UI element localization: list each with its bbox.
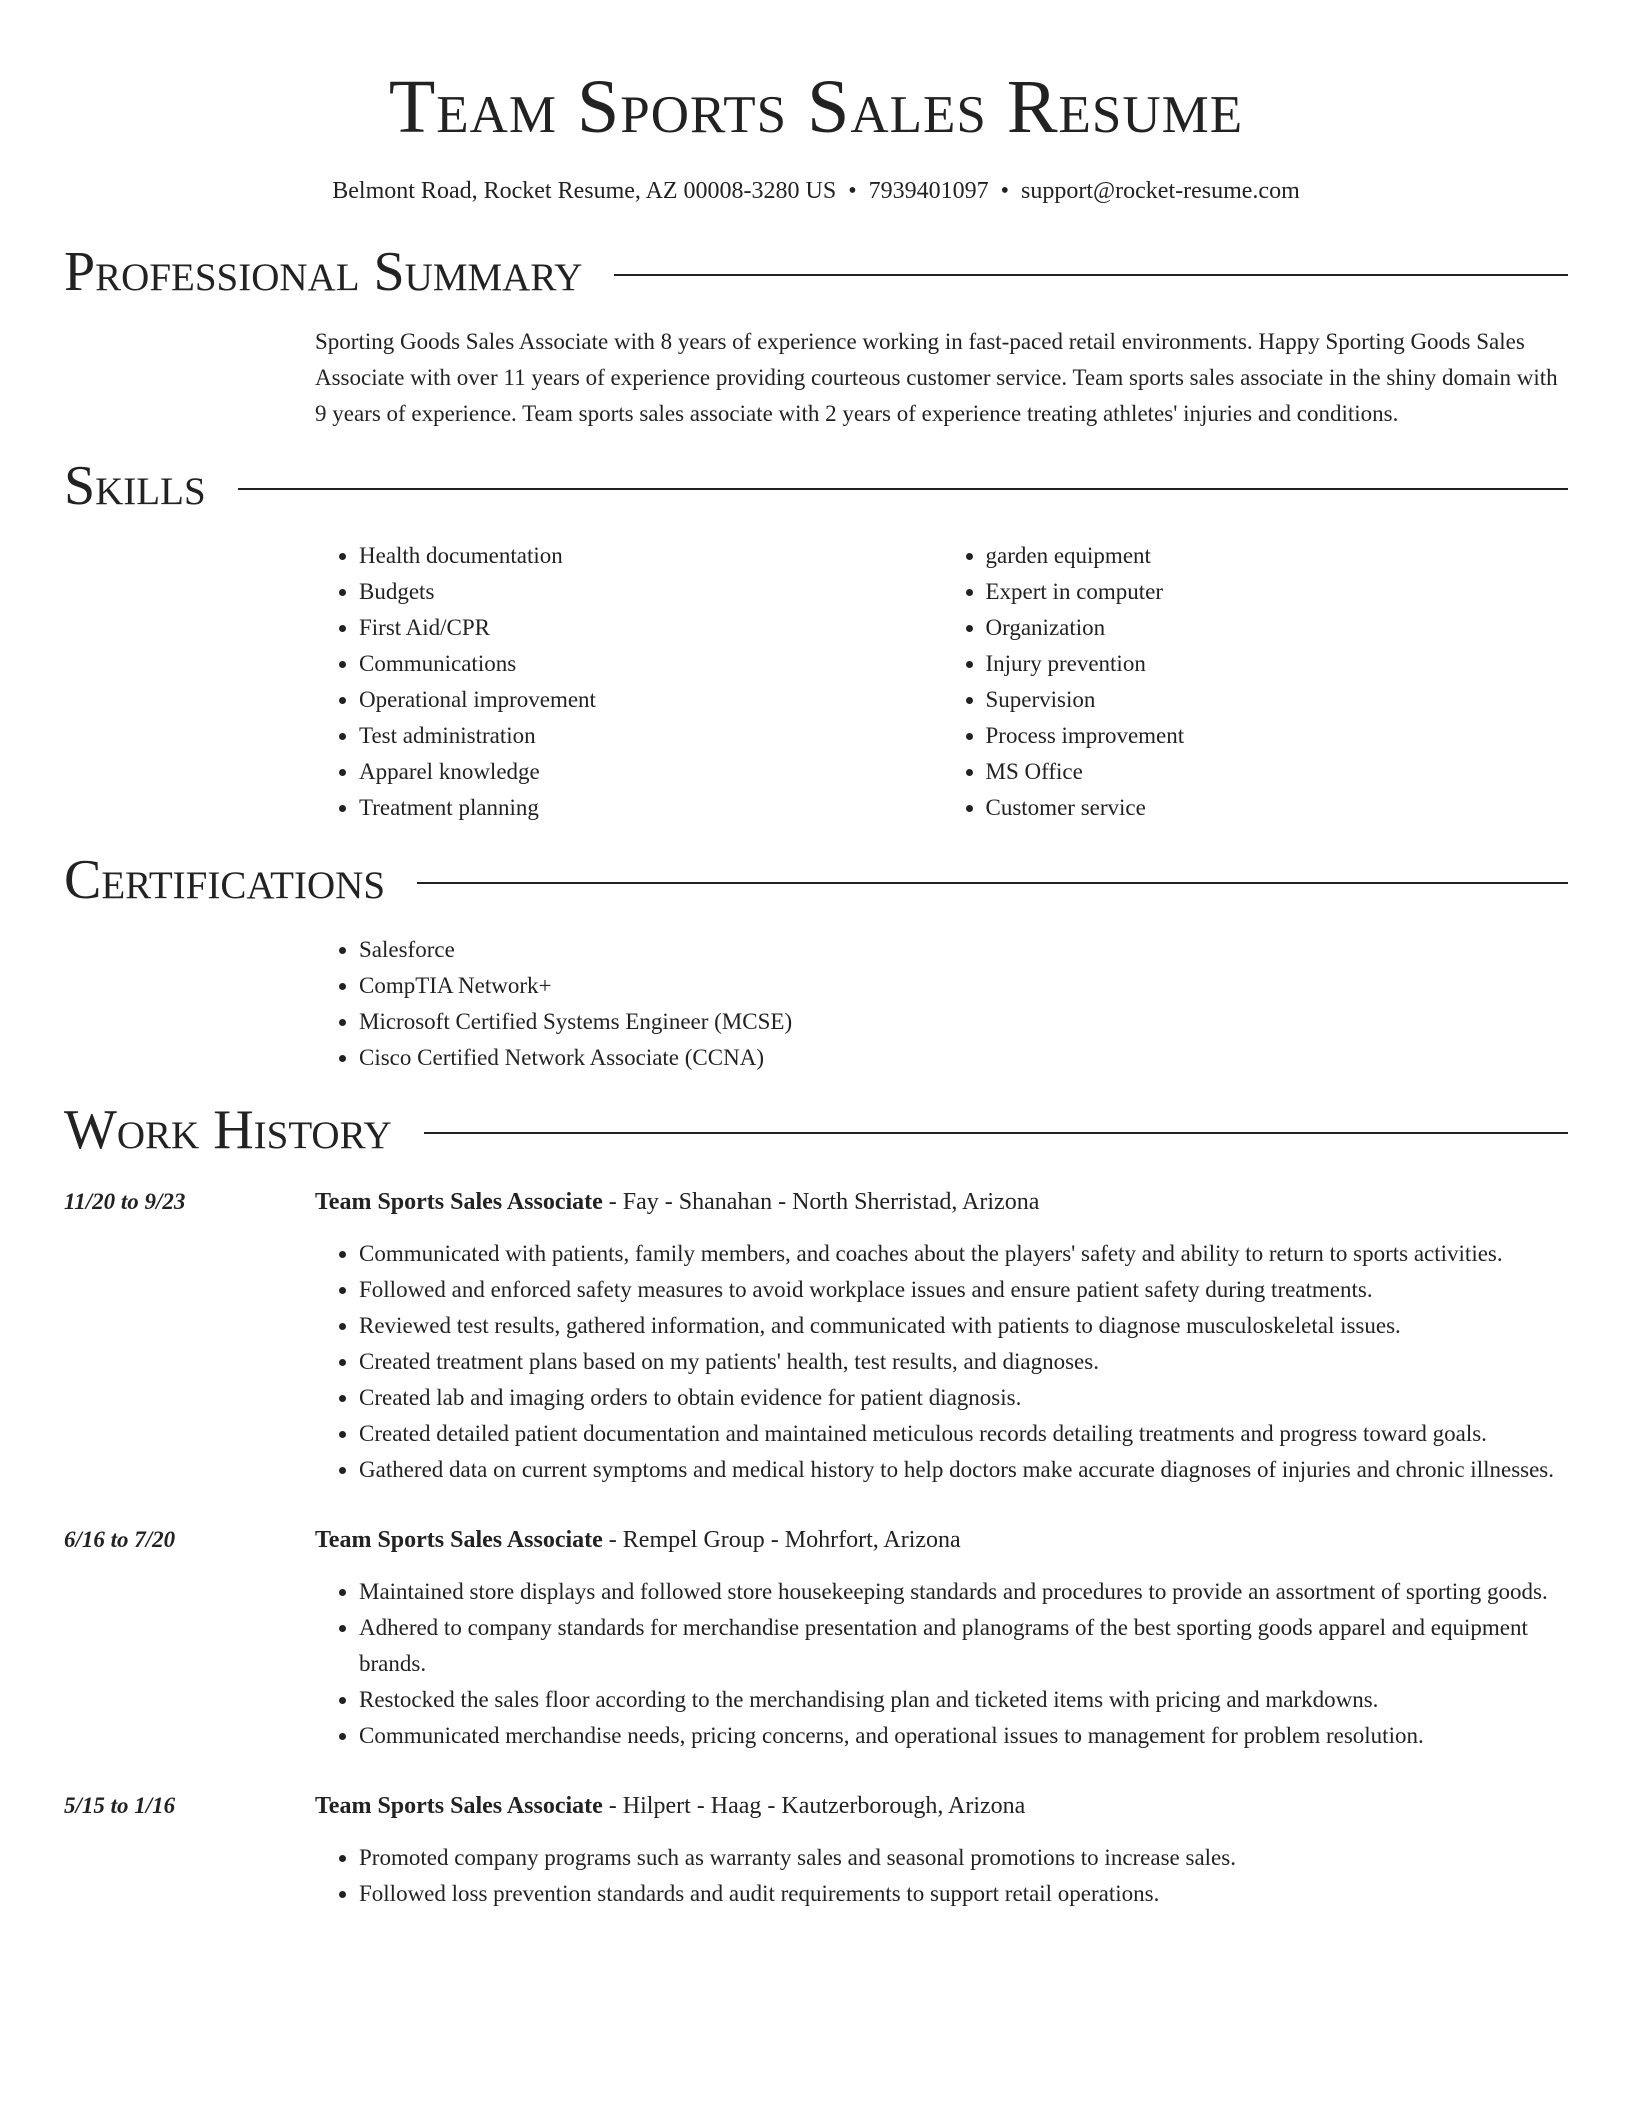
contact-line (64, 174, 1568, 208)
job-bullet: • Communicated with patients, family members, and coaches about the players' safety and ability to return to sports activities. (359, 1236, 1568, 1272)
skill-item: • First Aid/CPR (359, 610, 942, 646)
skill-item: • Test administration (359, 718, 942, 754)
section-divider (417, 882, 1568, 884)
skill-item: • MS Office (986, 754, 1569, 790)
contact-separator: • (1000, 178, 1010, 204)
skill-item: • Budgets (359, 574, 942, 610)
job-header (315, 1788, 1568, 1824)
resume-title: Team Sports Sales Resume (388, 65, 1244, 149)
job-company-location: - Rempel Group - Mohrfort, Arizona (602, 1527, 961, 1553)
job-bullet: • Adhered to company standards for merchandise presentation and planograms of the best sporting goods apparel and equipment brands. (359, 1610, 1568, 1682)
job-header (315, 1184, 1568, 1220)
summary-section (315, 324, 1568, 432)
skill-item: • Injury prevention (986, 646, 1569, 682)
job-dates: 6/16 to 7/20 (64, 1527, 176, 1552)
summary-text: Sporting Goods Sales Associate with 8 years of experience working in fast-paced retail environments. Happy Sporting Goods Sales Associate with over 11 years of experience providing courteous customer service. Team sports sales associate in the shiny domain with 9 years of experience. Team sports sales associate with 2 years of experience treating athletes' injuries and conditions. (315, 329, 1558, 426)
job-role: Team Sports Sales Associate (315, 1189, 603, 1215)
job-bullet: • Restocked the sales floor according to the merchandising plan and ticketed items with pricing and markdowns. (359, 1682, 1568, 1718)
job-header (315, 1522, 1568, 1558)
certifications-heading: Certifications (64, 849, 386, 911)
job-dates: 5/15 to 1/16 (64, 1793, 176, 1818)
skills-section (315, 538, 1568, 826)
certification-item: • Salesforce (359, 932, 1568, 968)
job-bullets (315, 1236, 1568, 1488)
contact-email: support@rocket-resume.com (1021, 178, 1300, 204)
job-company-location: - Fay - Shanahan - North Sherristad, Arizona (602, 1189, 1040, 1215)
work-heading: Work History (64, 1099, 392, 1161)
skill-item: • Expert in computer (986, 574, 1569, 610)
summary-heading: Professional Summary (64, 241, 583, 303)
job-bullet: • Reviewed test results, gathered information, and communicated with patients to diagnose musculoskeletal issues. (359, 1308, 1568, 1344)
job-role: Team Sports Sales Associate (315, 1527, 603, 1553)
job-role: Team Sports Sales Associate (315, 1793, 603, 1819)
skills-list-right (942, 538, 1569, 826)
skill-item: • Customer service (986, 790, 1569, 826)
certification-item: • Microsoft Certified Systems Engineer (MCSE) (359, 1004, 1568, 1040)
contact-address: Belmont Road, Rocket Resume, AZ 00008-3280 US (332, 178, 837, 204)
job-details (315, 1184, 1568, 1488)
skills-grid (315, 538, 1568, 826)
job-bullet: • Gathered data on current symptoms and medical history to help doctors make accurate diagnoses of injuries and chronic illnesses. (359, 1452, 1568, 1488)
certification-item: • CompTIA Network+ (359, 968, 1568, 1004)
job-dates: 11/20 to 9/23 (64, 1189, 186, 1214)
contact-separator: • (848, 178, 857, 204)
summary-section-header (64, 240, 1568, 304)
job-bullet: • Followed loss prevention standards and audit requirements to support retail operations. (359, 1876, 1568, 1912)
skills-list-left (315, 538, 942, 826)
skill-item: • Treatment planning (359, 790, 942, 826)
skill-item: • Supervision (986, 682, 1569, 718)
job-bullet: • Promoted company programs such as warranty sales and seasonal promotions to increase sales. (359, 1840, 1568, 1876)
skill-item: • Communications (359, 646, 942, 682)
job-bullets (315, 1574, 1568, 1754)
job-bullet: • Created lab and imaging orders to obtain evidence for patient diagnosis. (359, 1380, 1568, 1416)
job-company-location: - Hilpert - Haag - Kautzerborough, Arizona (602, 1793, 1026, 1819)
job-bullet: • Communicated merchandise needs, pricing concerns, and operational issues to management for problem resolution. (359, 1718, 1568, 1754)
job-bullet: • Created treatment plans based on my patients' health, test results, and diagnoses. (359, 1344, 1568, 1380)
job-entry (64, 1184, 1568, 1488)
job-entry (64, 1522, 1568, 1754)
work-section-header (64, 1098, 1568, 1162)
skill-item: • garden equipment (986, 538, 1569, 574)
skill-item: • Operational improvement (359, 682, 942, 718)
job-bullet: • Created detailed patient documentation and maintained meticulous records detailing treatments and progress toward goals. (359, 1416, 1568, 1452)
certification-item: • Cisco Certified Network Associate (CCNA) (359, 1040, 1568, 1076)
certifications-section-header (64, 848, 1568, 912)
skill-item: • Organization (986, 610, 1569, 646)
skill-item: • Apparel knowledge (359, 754, 942, 790)
section-divider (614, 274, 1568, 276)
contact-phone: 7939401097 (868, 178, 989, 204)
resume-page (64, 0, 1568, 1912)
skills-section-header (64, 454, 1568, 518)
certifications-section (315, 932, 1568, 1076)
certifications-list (315, 932, 1568, 1076)
skill-item: • Health documentation (359, 538, 942, 574)
job-bullet: • Followed and enforced safety measures to avoid workplace issues and ensure patient safety during treatments. (359, 1272, 1568, 1308)
section-divider (238, 488, 1568, 490)
section-divider (424, 1132, 1568, 1134)
job-bullets (315, 1840, 1568, 1912)
job-details (315, 1788, 1568, 1912)
job-details (315, 1522, 1568, 1754)
skills-heading: Skills (64, 455, 206, 517)
job-entry (64, 1788, 1568, 1912)
skill-item: • Process improvement (986, 718, 1569, 754)
job-bullet: • Maintained store displays and followed store housekeeping standards and procedures to provide an assortment of sporting goods. (359, 1574, 1568, 1610)
